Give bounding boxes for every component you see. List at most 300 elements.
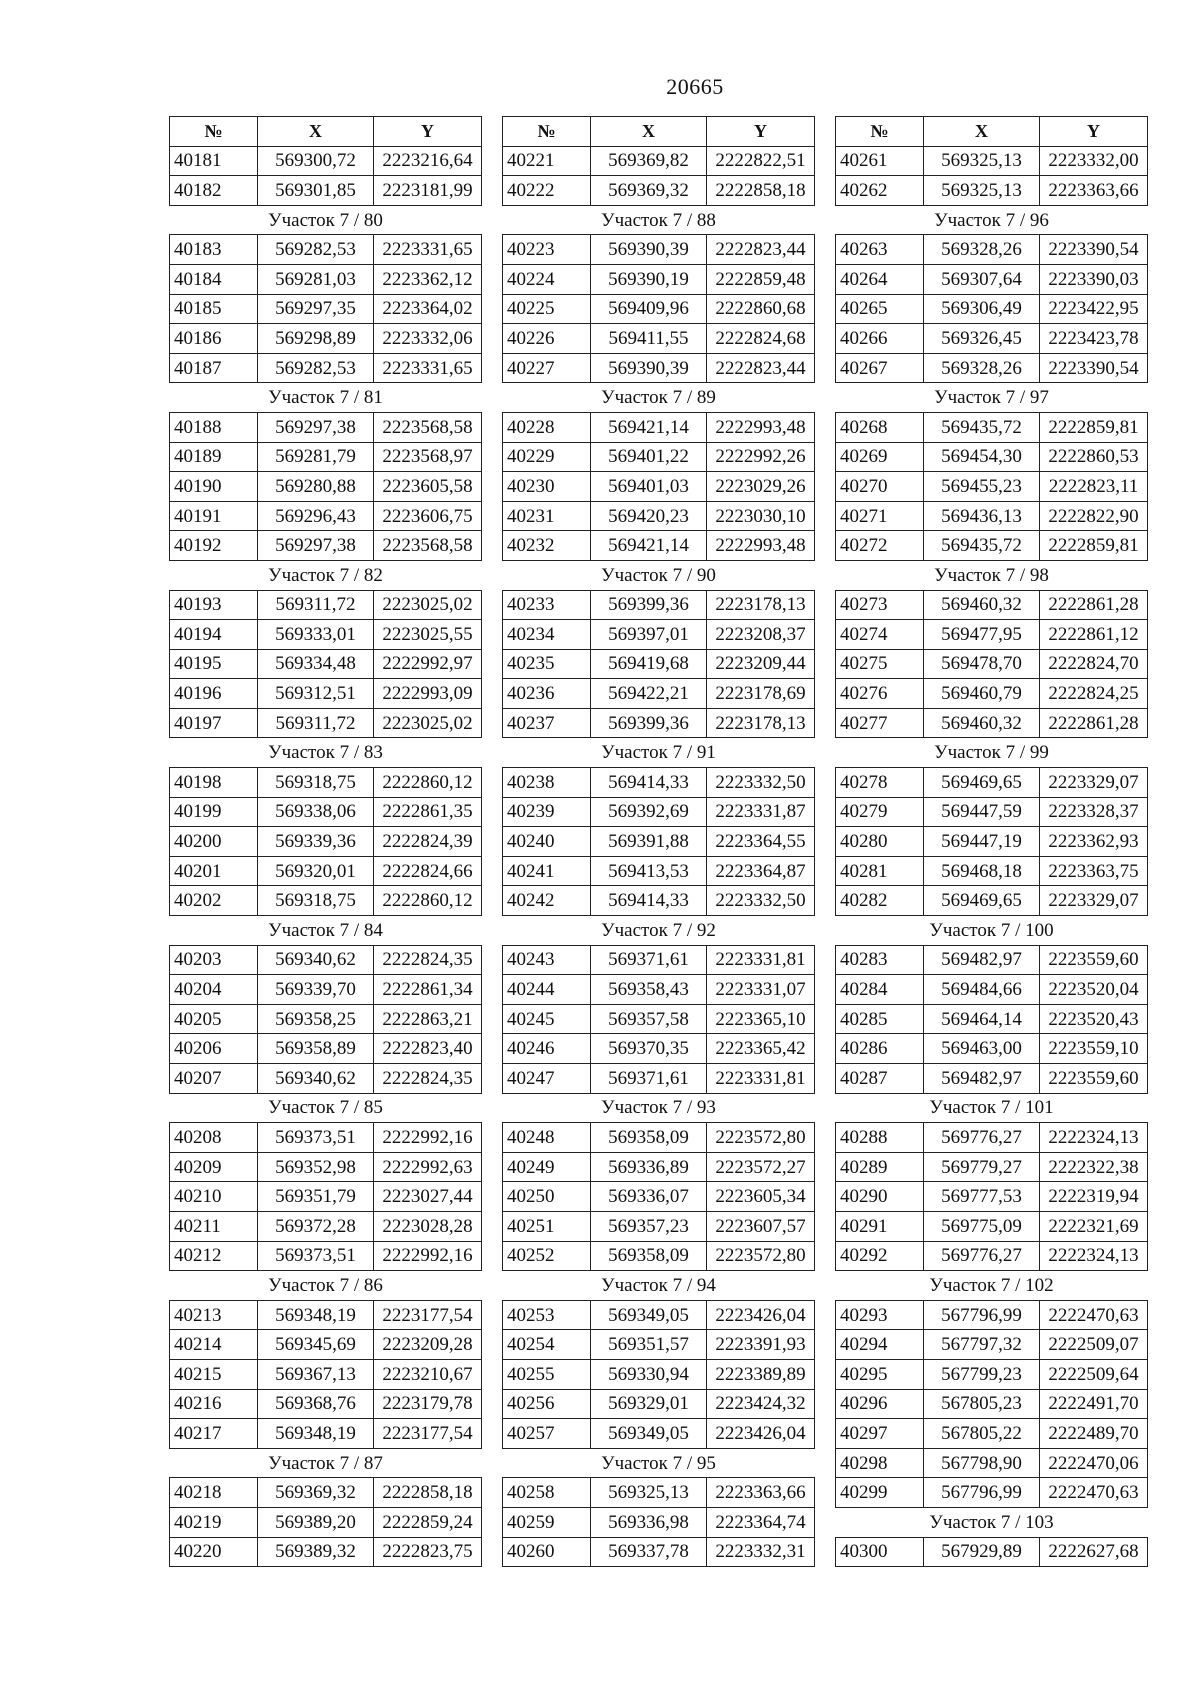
- y-coordinate: 2222509,07: [1040, 1330, 1148, 1360]
- x-coordinate: 567805,23: [924, 1389, 1040, 1419]
- point-number: 40211: [170, 1211, 258, 1241]
- table-row: [836, 1241, 1148, 1271]
- x-coordinate: 569339,36: [258, 827, 374, 857]
- x-coordinate: 569336,98: [591, 1507, 707, 1537]
- y-coordinate: 2223422,95: [1040, 294, 1148, 324]
- y-coordinate: 2223332,06: [374, 324, 482, 354]
- y-coordinate: 2222993,48: [707, 531, 815, 561]
- point-number: 40244: [503, 975, 591, 1005]
- x-coordinate: 569775,09: [924, 1211, 1040, 1241]
- y-coordinate: 2222823,75: [374, 1537, 482, 1567]
- x-coordinate: 569300,72: [258, 146, 374, 176]
- section-title: Участок 7 / 88: [503, 205, 815, 235]
- table-row: [170, 975, 482, 1005]
- table-row: [503, 945, 815, 975]
- y-coordinate: 2222861,35: [374, 797, 482, 827]
- table-row: [836, 1448, 1148, 1478]
- x-coordinate: 569369,82: [591, 146, 707, 176]
- table-row: [503, 1241, 815, 1271]
- section-row: [836, 205, 1148, 235]
- table-row: [836, 146, 1148, 176]
- table-row: [836, 412, 1148, 442]
- table-row: [503, 472, 815, 502]
- section-row: [503, 560, 815, 590]
- y-coordinate: 2223331,81: [707, 1064, 815, 1094]
- x-coordinate: 569464,14: [924, 1004, 1040, 1034]
- point-number: 40208: [170, 1123, 258, 1153]
- x-coordinate: 569306,49: [924, 294, 1040, 324]
- header-y: Y: [1040, 117, 1148, 147]
- table-row: [503, 1064, 815, 1094]
- table-row: [836, 975, 1148, 1005]
- x-coordinate: 569281,79: [258, 442, 374, 472]
- section-row: [503, 383, 815, 413]
- y-coordinate: 2222823,44: [707, 353, 815, 383]
- x-coordinate: 569325,13: [924, 146, 1040, 176]
- x-coordinate: 569370,35: [591, 1034, 707, 1064]
- section-title: Участок 7 / 102: [836, 1271, 1148, 1301]
- point-number: 40220: [170, 1537, 258, 1567]
- y-coordinate: 2223568,58: [374, 531, 482, 561]
- point-number: 40247: [503, 1064, 591, 1094]
- point-number: 40201: [170, 856, 258, 886]
- y-coordinate: 2222824,39: [374, 827, 482, 857]
- point-number: 40248: [503, 1123, 591, 1153]
- section-row: [170, 1093, 482, 1123]
- x-coordinate: 569413,53: [591, 856, 707, 886]
- y-coordinate: 2223423,78: [1040, 324, 1148, 354]
- point-number: 40194: [170, 620, 258, 650]
- y-coordinate: 2223391,93: [707, 1330, 815, 1360]
- y-coordinate: 2223362,93: [1040, 827, 1148, 857]
- table-row: [836, 1182, 1148, 1212]
- y-coordinate: 2222823,44: [707, 235, 815, 265]
- y-coordinate: 2223209,44: [707, 649, 815, 679]
- section-row: [836, 560, 1148, 590]
- point-number: 40275: [836, 649, 924, 679]
- y-coordinate: 2222322,38: [1040, 1152, 1148, 1182]
- y-coordinate: 2222859,24: [374, 1507, 482, 1537]
- point-number: 40298: [836, 1448, 924, 1478]
- table-row: [170, 146, 482, 176]
- table-row: [170, 1152, 482, 1182]
- table-row: [170, 1389, 482, 1419]
- x-coordinate: 569421,14: [591, 412, 707, 442]
- point-number: 40205: [170, 1004, 258, 1034]
- table-row: [503, 501, 815, 531]
- table-row: [503, 1330, 815, 1360]
- y-coordinate: 2223329,07: [1040, 886, 1148, 916]
- y-coordinate: 2223390,03: [1040, 264, 1148, 294]
- point-number: 40188: [170, 412, 258, 442]
- x-coordinate: 569367,13: [258, 1359, 374, 1389]
- x-coordinate: 569282,53: [258, 353, 374, 383]
- x-coordinate: 569349,05: [591, 1419, 707, 1449]
- section-title: Участок 7 / 80: [170, 205, 482, 235]
- y-coordinate: 2223331,65: [374, 353, 482, 383]
- point-number: 40229: [503, 442, 591, 472]
- table-row: [503, 353, 815, 383]
- x-coordinate: 569390,39: [591, 235, 707, 265]
- x-coordinate: 569779,27: [924, 1152, 1040, 1182]
- section-title: Участок 7 / 100: [836, 916, 1148, 946]
- table-row: [503, 294, 815, 324]
- table-row: [503, 1537, 815, 1567]
- table-row: [170, 353, 482, 383]
- y-coordinate: 2223025,02: [374, 708, 482, 738]
- table-row: [503, 1478, 815, 1508]
- header-x: X: [591, 117, 707, 147]
- point-number: 40210: [170, 1182, 258, 1212]
- x-coordinate: 569357,58: [591, 1004, 707, 1034]
- x-coordinate: 569392,69: [591, 797, 707, 827]
- x-coordinate: 569328,26: [924, 353, 1040, 383]
- y-coordinate: 2223426,04: [707, 1300, 815, 1330]
- y-coordinate: 2223364,74: [707, 1507, 815, 1537]
- point-number: 40268: [836, 412, 924, 442]
- y-coordinate: 2222992,26: [707, 442, 815, 472]
- table-row: [503, 412, 815, 442]
- y-coordinate: 2223390,54: [1040, 235, 1148, 265]
- point-number: 40283: [836, 945, 924, 975]
- point-number: 40288: [836, 1123, 924, 1153]
- point-number: 40284: [836, 975, 924, 1005]
- point-number: 40184: [170, 264, 258, 294]
- y-coordinate: 2223559,60: [1040, 945, 1148, 975]
- section-row: [170, 916, 482, 946]
- x-coordinate: 569399,36: [591, 590, 707, 620]
- x-coordinate: 569482,97: [924, 1064, 1040, 1094]
- point-number: 40260: [503, 1537, 591, 1567]
- table-row: [836, 1064, 1148, 1094]
- x-coordinate: 569389,20: [258, 1507, 374, 1537]
- y-coordinate: 2222993,48: [707, 412, 815, 442]
- point-number: 40204: [170, 975, 258, 1005]
- section-row: [836, 383, 1148, 413]
- x-coordinate: 569436,13: [924, 501, 1040, 531]
- table-row: [836, 590, 1148, 620]
- x-coordinate: 569282,53: [258, 235, 374, 265]
- section-title: Участок 7 / 103: [836, 1507, 1148, 1537]
- y-coordinate: 2223209,28: [374, 1330, 482, 1360]
- table-row: [170, 1182, 482, 1212]
- y-coordinate: 2222822,90: [1040, 501, 1148, 531]
- y-coordinate: 2223178,69: [707, 679, 815, 709]
- table-row: [836, 649, 1148, 679]
- x-coordinate: 569484,66: [924, 975, 1040, 1005]
- point-number: 40257: [503, 1419, 591, 1449]
- table-row: [503, 1182, 815, 1212]
- y-coordinate: 2223424,32: [707, 1389, 815, 1419]
- point-number: 40272: [836, 531, 924, 561]
- point-number: 40280: [836, 827, 924, 857]
- table-row: [170, 797, 482, 827]
- point-number: 40291: [836, 1211, 924, 1241]
- point-number: 40193: [170, 590, 258, 620]
- y-coordinate: 2223362,12: [374, 264, 482, 294]
- x-coordinate: 569311,72: [258, 708, 374, 738]
- x-coordinate: 567799,23: [924, 1359, 1040, 1389]
- table-row: [503, 1419, 815, 1449]
- x-coordinate: 569399,36: [591, 708, 707, 738]
- y-coordinate: 2222861,34: [374, 975, 482, 1005]
- y-coordinate: 2223027,44: [374, 1182, 482, 1212]
- point-number: 40197: [170, 708, 258, 738]
- point-number: 40215: [170, 1359, 258, 1389]
- point-number: 40207: [170, 1064, 258, 1094]
- point-number: 40200: [170, 827, 258, 857]
- x-coordinate: 569281,03: [258, 264, 374, 294]
- y-coordinate: 2223328,37: [1040, 797, 1148, 827]
- point-number: 40271: [836, 501, 924, 531]
- x-coordinate: 569369,32: [591, 176, 707, 206]
- y-coordinate: 2223181,99: [374, 176, 482, 206]
- x-coordinate: 569311,72: [258, 590, 374, 620]
- y-coordinate: 2223389,89: [707, 1359, 815, 1389]
- table-row: [836, 1123, 1148, 1153]
- table-row: [170, 708, 482, 738]
- y-coordinate: 2223177,54: [374, 1419, 482, 1449]
- table-row: [836, 620, 1148, 650]
- section-title: Участок 7 / 82: [170, 560, 482, 590]
- x-coordinate: 569345,69: [258, 1330, 374, 1360]
- x-coordinate: 569371,61: [591, 1064, 707, 1094]
- x-coordinate: 569390,39: [591, 353, 707, 383]
- table-row: [170, 531, 482, 561]
- y-coordinate: 2223178,13: [707, 590, 815, 620]
- y-coordinate: 2222824,68: [707, 324, 815, 354]
- section-title: Участок 7 / 97: [836, 383, 1148, 413]
- point-number: 40297: [836, 1419, 924, 1449]
- point-number: 40187: [170, 353, 258, 383]
- y-coordinate: 2222489,70: [1040, 1419, 1148, 1449]
- point-number: 40246: [503, 1034, 591, 1064]
- point-number: 40213: [170, 1300, 258, 1330]
- x-coordinate: 569368,76: [258, 1389, 374, 1419]
- point-number: 40203: [170, 945, 258, 975]
- y-coordinate: 2222860,12: [374, 886, 482, 916]
- table-row: [503, 1389, 815, 1419]
- point-number: 40278: [836, 768, 924, 798]
- point-number: 40223: [503, 235, 591, 265]
- table-row: [503, 1300, 815, 1330]
- x-coordinate: 569358,25: [258, 1004, 374, 1034]
- table-row: [503, 264, 815, 294]
- y-coordinate: 2222823,40: [374, 1034, 482, 1064]
- point-number: 40261: [836, 146, 924, 176]
- x-coordinate: 569420,23: [591, 501, 707, 531]
- table-row: [170, 827, 482, 857]
- section-row: [170, 1271, 482, 1301]
- point-number: 40263: [836, 235, 924, 265]
- y-coordinate: 2222993,09: [374, 679, 482, 709]
- table-row: [836, 294, 1148, 324]
- x-coordinate: 569336,89: [591, 1152, 707, 1182]
- y-coordinate: 2223365,10: [707, 1004, 815, 1034]
- y-coordinate: 2223025,02: [374, 590, 482, 620]
- point-number: 40267: [836, 353, 924, 383]
- y-coordinate: 2222470,06: [1040, 1448, 1148, 1478]
- x-coordinate: 569421,14: [591, 531, 707, 561]
- y-coordinate: 2222627,68: [1040, 1537, 1148, 1567]
- point-number: 40192: [170, 531, 258, 561]
- section-title: Участок 7 / 87: [170, 1448, 482, 1478]
- point-number: 40286: [836, 1034, 924, 1064]
- x-coordinate: 569447,19: [924, 827, 1040, 857]
- table-row: [170, 1537, 482, 1567]
- section-row: [503, 205, 815, 235]
- section-row: [170, 1448, 482, 1478]
- y-coordinate: 2222992,16: [374, 1123, 482, 1153]
- x-coordinate: 569349,05: [591, 1300, 707, 1330]
- point-number: 40233: [503, 590, 591, 620]
- table-row: [836, 235, 1148, 265]
- table-row: [836, 176, 1148, 206]
- section-title: Участок 7 / 99: [836, 738, 1148, 768]
- x-coordinate: 569422,21: [591, 679, 707, 709]
- point-number: 40243: [503, 945, 591, 975]
- y-coordinate: 2223572,27: [707, 1152, 815, 1182]
- table-row: [836, 264, 1148, 294]
- x-coordinate: 569358,09: [591, 1241, 707, 1271]
- table-row: [170, 945, 482, 975]
- x-coordinate: 569337,78: [591, 1537, 707, 1567]
- x-coordinate: 569371,61: [591, 945, 707, 975]
- point-number: 40232: [503, 531, 591, 561]
- x-coordinate: 569357,23: [591, 1211, 707, 1241]
- x-coordinate: 569469,65: [924, 768, 1040, 798]
- y-coordinate: 2223332,00: [1040, 146, 1148, 176]
- point-number: 40258: [503, 1478, 591, 1508]
- y-coordinate: 2223179,78: [374, 1389, 482, 1419]
- point-number: 40300: [836, 1537, 924, 1567]
- x-coordinate: 569468,18: [924, 856, 1040, 886]
- y-coordinate: 2223390,54: [1040, 353, 1148, 383]
- table-row: [170, 1123, 482, 1153]
- table-row: [503, 708, 815, 738]
- table-row: [170, 856, 482, 886]
- section-title: Участок 7 / 96: [836, 205, 1148, 235]
- y-coordinate: 2223568,97: [374, 442, 482, 472]
- x-coordinate: 569329,01: [591, 1389, 707, 1419]
- x-coordinate: 569409,96: [591, 294, 707, 324]
- page-number: 20665: [666, 74, 724, 99]
- point-number: 40262: [836, 176, 924, 206]
- point-number: 40235: [503, 649, 591, 679]
- point-number: 40189: [170, 442, 258, 472]
- y-coordinate: 2222822,51: [707, 146, 815, 176]
- x-coordinate: 569336,07: [591, 1182, 707, 1212]
- x-coordinate: 569296,43: [258, 501, 374, 531]
- section-row: [503, 1093, 815, 1123]
- table-row: [170, 1004, 482, 1034]
- y-coordinate: 2222860,12: [374, 768, 482, 798]
- point-number: 40228: [503, 412, 591, 442]
- section-row: [503, 1448, 815, 1478]
- table-row: [170, 1359, 482, 1389]
- point-number: 40292: [836, 1241, 924, 1271]
- y-coordinate: 2223332,50: [707, 768, 815, 798]
- header-number: №: [170, 117, 258, 147]
- table-row: [170, 264, 482, 294]
- table-row: [836, 531, 1148, 561]
- x-coordinate: 569435,72: [924, 412, 1040, 442]
- x-coordinate: 569401,22: [591, 442, 707, 472]
- y-coordinate: 2223178,13: [707, 708, 815, 738]
- x-coordinate: 569373,51: [258, 1241, 374, 1271]
- table-row: [170, 1064, 482, 1094]
- table-row: [170, 294, 482, 324]
- section-title: Участок 7 / 84: [170, 916, 482, 946]
- x-coordinate: 569352,98: [258, 1152, 374, 1182]
- x-coordinate: 569340,62: [258, 945, 374, 975]
- table-row: [836, 945, 1148, 975]
- x-coordinate: 569358,89: [258, 1034, 374, 1064]
- header-number: №: [503, 117, 591, 147]
- y-coordinate: 2222860,68: [707, 294, 815, 324]
- x-coordinate: 569280,88: [258, 472, 374, 502]
- y-coordinate: 2222491,70: [1040, 1389, 1148, 1419]
- table-row: [503, 1123, 815, 1153]
- point-number: 40281: [836, 856, 924, 886]
- x-coordinate: 569391,88: [591, 827, 707, 857]
- point-number: 40218: [170, 1478, 258, 1508]
- x-coordinate: 569338,06: [258, 797, 374, 827]
- table-row: [836, 827, 1148, 857]
- table-row: [170, 1478, 482, 1508]
- table-row: [836, 1389, 1148, 1419]
- table-row: [503, 768, 815, 798]
- y-coordinate: 2222992,97: [374, 649, 482, 679]
- point-number: 40259: [503, 1507, 591, 1537]
- section-row: [503, 916, 815, 946]
- y-coordinate: 2223329,07: [1040, 768, 1148, 798]
- point-number: 40255: [503, 1359, 591, 1389]
- x-coordinate: 569414,33: [591, 768, 707, 798]
- table-row: [503, 797, 815, 827]
- table-row: [503, 620, 815, 650]
- y-coordinate: 2223331,81: [707, 945, 815, 975]
- y-coordinate: 2222470,63: [1040, 1478, 1148, 1508]
- point-number: 40196: [170, 679, 258, 709]
- y-coordinate: 2223606,75: [374, 501, 482, 531]
- y-coordinate: 2223028,28: [374, 1211, 482, 1241]
- point-number: 40212: [170, 1241, 258, 1271]
- table-row: [503, 324, 815, 354]
- point-number: 40285: [836, 1004, 924, 1034]
- y-coordinate: 2223364,55: [707, 827, 815, 857]
- point-number: 40250: [503, 1182, 591, 1212]
- table-row: [836, 1211, 1148, 1241]
- x-coordinate: 569463,00: [924, 1034, 1040, 1064]
- table-row: [170, 501, 482, 531]
- x-coordinate: 569358,43: [591, 975, 707, 1005]
- y-coordinate: 2223605,34: [707, 1182, 815, 1212]
- point-number: 40287: [836, 1064, 924, 1094]
- y-coordinate: 2223363,66: [1040, 176, 1148, 206]
- y-coordinate: 2223216,64: [374, 146, 482, 176]
- coordinate-table-2: [502, 116, 815, 1567]
- y-coordinate: 2223029,26: [707, 472, 815, 502]
- point-number: 40206: [170, 1034, 258, 1064]
- x-coordinate: 569435,72: [924, 531, 1040, 561]
- point-number: 40191: [170, 501, 258, 531]
- table-row: [503, 1004, 815, 1034]
- point-number: 40221: [503, 146, 591, 176]
- point-number: 40273: [836, 590, 924, 620]
- x-coordinate: 569348,19: [258, 1419, 374, 1449]
- point-number: 40209: [170, 1152, 258, 1182]
